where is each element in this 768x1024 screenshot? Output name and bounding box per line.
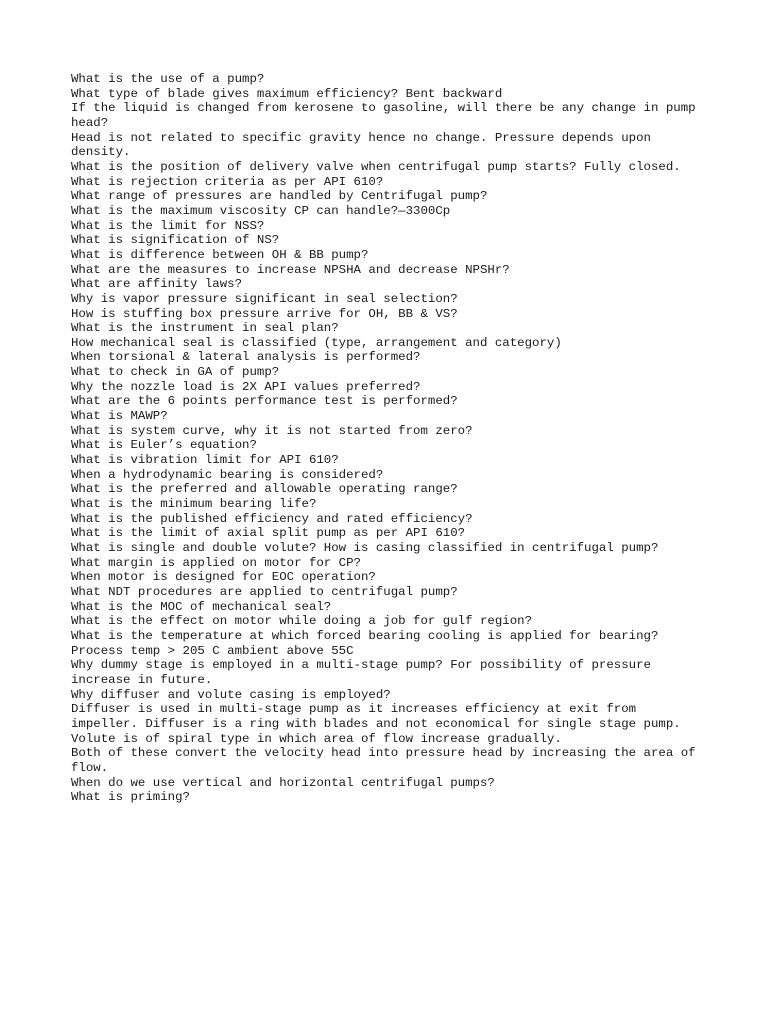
text-line: What margin is applied on motor for CP? bbox=[71, 555, 361, 570]
text-line: Head is not related to specific gravity hence no change. Pressure depends upon density. bbox=[71, 130, 651, 160]
text-line: What is system curve, why it is not started from zero? bbox=[71, 423, 473, 438]
text-line: Volute is of spiral type in which area of flow increase gradually. bbox=[71, 731, 562, 746]
text-line: Why dummy stage is employed in a multi-stage pump? For possibility of pressure increase in future. bbox=[71, 658, 651, 687]
text-line: What are the measures to increase NPSHA and decrease NPSHr? bbox=[71, 262, 510, 277]
text-line: What type of blade gives maximum efficiency? Bent backward bbox=[71, 86, 503, 101]
text-line: Diffuser is used in multi-stage pump as it increases efficiency at exit from impeller. Diffuser is a ring with blades and not economical for single stage pump. bbox=[71, 702, 681, 731]
text-line: What is the limit for NSS? bbox=[71, 218, 265, 233]
text-line: Why diffuser and volute casing is employed? bbox=[71, 687, 391, 702]
text-line: What is the position of delivery valve when centrifugal pump starts? Fully closed. bbox=[71, 159, 681, 174]
text-line: Both of these convert the velocity head into pressure head by increasing the area of flow. bbox=[71, 746, 696, 775]
text-line: What is Euler’s equation? bbox=[71, 438, 257, 453]
text-line: What is the preferred and allowable operating range? bbox=[71, 482, 458, 497]
text-line: What is the effect on motor while doing a job for gulf region? bbox=[71, 614, 533, 629]
text-line: What is the use of a pump? bbox=[71, 72, 265, 86]
text-line: What is rejection criteria as per API 610? bbox=[71, 174, 384, 189]
text-line: When motor is designed for EOC operation? bbox=[71, 570, 376, 585]
text-line: What is single and double volute? How is casing classified in centrifugal pump? bbox=[71, 541, 659, 555]
text-line: What is the temperature at which forced bearing cooling is applied for bearing? Process temp > 205 C ambient above 55C bbox=[71, 628, 659, 658]
text-line: Why is vapor pressure significant in seal selection? bbox=[71, 291, 458, 306]
text-line: What is the limit of axial split pump as per API 610? bbox=[71, 526, 466, 541]
text-line: What NDT procedures are applied to centrifugal pump? bbox=[71, 584, 458, 599]
text-line: How mechanical seal is classified (type, arrangement and category) bbox=[71, 335, 562, 350]
text-line: What is the instrument in seal plan? bbox=[71, 321, 339, 336]
question-list bbox=[71, 72, 701, 805]
text-line: Why the nozzle load is 2X API values preferred? bbox=[71, 379, 421, 394]
text-line: When torsional & lateral analysis is performed? bbox=[71, 350, 421, 365]
text-line: What is MAWP? bbox=[71, 409, 168, 424]
text-line: What is vibration limit for API 610? bbox=[71, 453, 339, 468]
text-line: What is the published efficiency and rated efficiency? bbox=[71, 511, 473, 526]
text-line: What is priming? bbox=[71, 790, 190, 805]
text-line: When do we use vertical and horizontal centrifugal pumps? bbox=[71, 775, 495, 790]
text-line: What is the MOC of mechanical seal? bbox=[71, 599, 332, 614]
text-line: What is the maximum viscosity CP can handle?—3300Cp bbox=[71, 203, 451, 218]
text-line: How is stuffing box pressure arrive for OH, BB & VS? bbox=[71, 306, 458, 321]
text-line: What to check in GA of pump? bbox=[71, 365, 280, 380]
text-line: What is difference between OH & BB pump? bbox=[71, 247, 369, 262]
text-line: What is signification of NS? bbox=[71, 233, 280, 248]
text-line: What is the minimum bearing life? bbox=[71, 497, 317, 512]
text-line: What are the 6 points performance test is performed? bbox=[71, 394, 458, 409]
text-line: What are affinity laws? bbox=[71, 277, 243, 292]
text-line: What range of pressures are handled by Centrifugal pump? bbox=[71, 189, 488, 204]
text-line: When a hydrodynamic bearing is considered? bbox=[71, 467, 384, 482]
text-line: If the liquid is changed from kerosene to gasoline, will there be any change in pump head? bbox=[71, 101, 696, 130]
